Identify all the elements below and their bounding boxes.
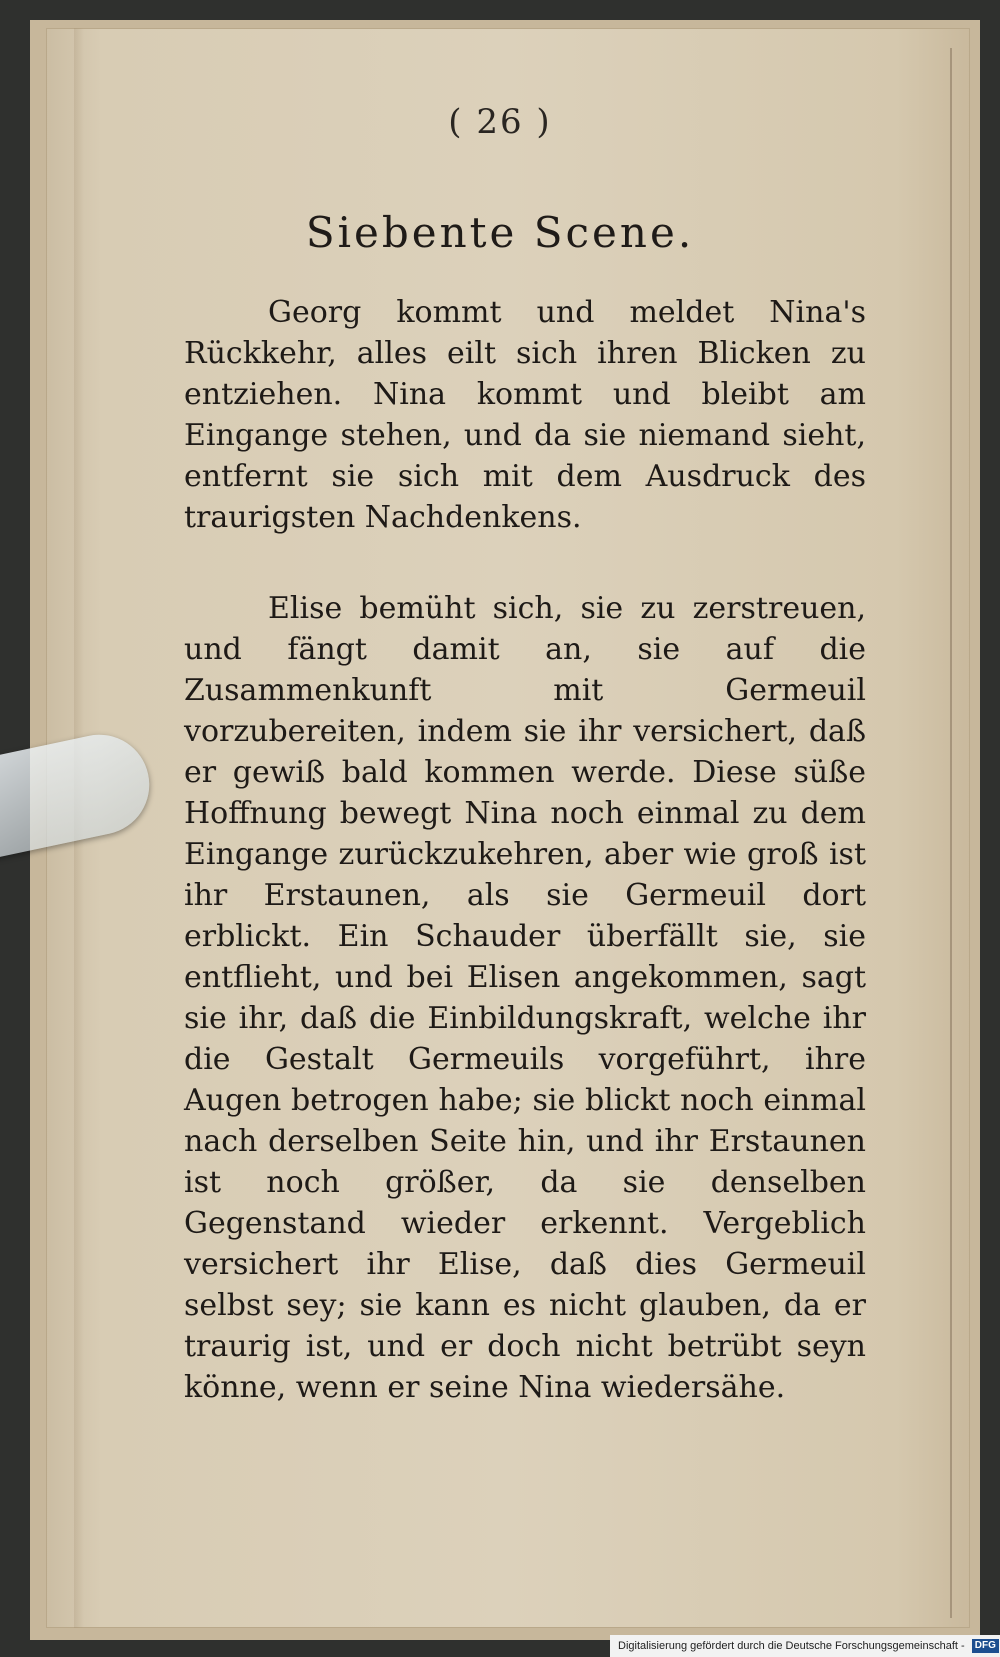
digitization-footer — [610, 1635, 1000, 1657]
scene-title: Siebente Scene. — [305, 208, 695, 257]
footer-credit: Digitalisierung gefördert durch die Deutsche Forschungsgemeinschaft - — [618, 1640, 965, 1652]
page-number: ( 26 ) — [448, 102, 552, 142]
dfg-logo: DFG — [972, 1639, 999, 1653]
paragraph-1: Georg kommt und meldet Nina's Rückkehr, alles eilt sich ihren Blicken zu entziehen. Nina kommt und bleibt am Eingange stehen, und da sie niemand sieht, entfernt sie sich mit dem Ausdruck des traurigsten Nachdenkens. — [184, 295, 866, 535]
paragraph-2: Elise bemüht sich, sie zu zerstreuen, und fängt damit an, sie auf die Zusammenkunft mit Germeuil vorzubereiten, indem sie ihr versichert, daß er gewiß bald kommen werde. Diese süße Hoffnung bewegt Nina noch einmal zu dem Eingange zurückzukehren, aber wie groß ist ihr Erstaunen, als sie Germeuil dort erblickt. Ein Schauder überfällt sie, sie entflieht, und bei Elisen angekommen, sagt sie ihr, daß die Einbildungskraft, welche ihr die Gestalt Germeuils vorgeführt, ihre Augen betrogen habe; sie blickt noch einmal nach derselben Seite hin, und ihr Erstaunen ist noch größer, da sie denselben Gegenstand wieder erkennt. Vergeblich versichert ihr Elise, daß dies Germeuil selbst sey; sie kann es nicht glauben, da er traurig ist, und er doch nicht betrübt seyn könne, wenn er seine Nina wiedersähe. — [184, 591, 866, 1405]
